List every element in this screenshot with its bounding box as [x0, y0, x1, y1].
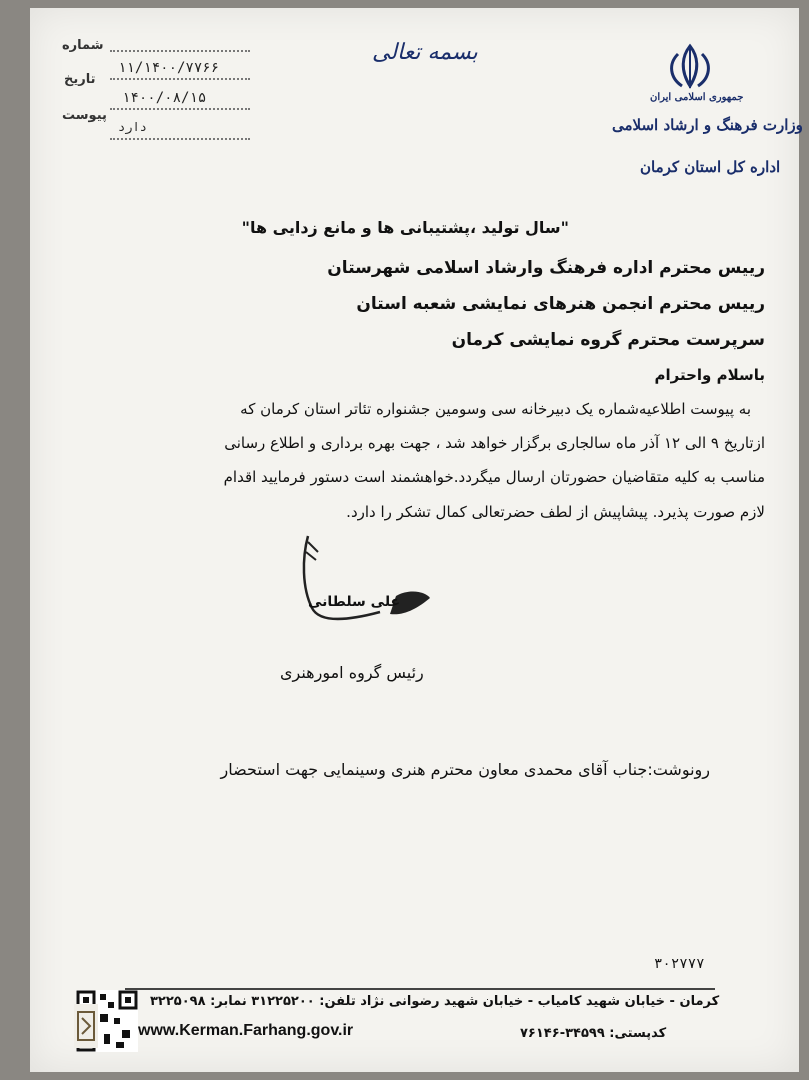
theater-logo-icon	[74, 1004, 98, 1048]
date-underline	[110, 108, 250, 110]
number-value: ۱۱/۱۴۰۰/۷۷۶۶	[118, 60, 220, 76]
signer-name: علی سلطانی	[308, 594, 401, 610]
signer-title: رئیس گروه امورهنری	[280, 663, 424, 682]
org-line-1: جمهوری اسلامی ایران	[650, 92, 744, 103]
attachment-value: دارد	[118, 120, 147, 134]
body-line-2: ازتاریخ ۹ الی ۱۲ آذر ماه سالجاری برگزار خواهد شد ، جهت بهره برداری و اطلاع رسانی	[224, 434, 765, 452]
number-dotted-line	[110, 50, 250, 52]
body-line-4: لازم صورت پذیرد. پیشاپیش از لطف حضرتعالی کمال تشکر را دارد.	[346, 503, 765, 521]
date-value: ۱۴۰۰/۰۸/۱۵	[122, 90, 207, 106]
number-underline	[110, 78, 250, 80]
handwritten-signature	[290, 528, 440, 648]
recipient-1: رییس محترم اداره فرهنگ وارشاد اسلامی شهرستان	[327, 258, 765, 278]
footer-rule	[125, 988, 715, 990]
carbon-copy: رونوشت:جناب آقای محمدی معاون محترم هنری وسینمایی جهت استحضار	[220, 760, 710, 779]
greeting: باسلام واحترام	[654, 366, 765, 384]
iran-emblem-icon	[660, 42, 720, 92]
org-line-3: اداره کل استان کرمان	[640, 158, 781, 176]
attachment-label: پیوست	[62, 108, 107, 123]
date-label: تاریخ	[64, 72, 96, 87]
basmala: بسمه تعالی	[372, 40, 478, 65]
recipient-3: سرپرست محترم گروه نمایشی کرمان	[451, 330, 765, 350]
attachment-underline	[110, 138, 250, 140]
recipient-2: رییس محترم انجمن هنرهای نمایشی شعبه استان	[356, 294, 765, 314]
number-label: شماره	[62, 38, 104, 53]
footer-postal: کدپستی: ۳۴۵۹۹-۷۶۱۴۶	[520, 1026, 667, 1041]
body-line-1: به پیوست اطلاعیه‌شماره یک دبیرخانه سی وسومین جشنواره تئاتر استان کرمان که	[240, 400, 751, 418]
slogan: "سال تولید ،پشتیبانی ها و مانع زدایی ها"	[241, 218, 569, 237]
registration-number: ۳۰۲۷۷۷	[654, 956, 705, 972]
org-line-2: وزارت فرهنگ و ارشاد اسلامی	[612, 116, 803, 134]
footer-address: کرمان - خیابان شهید کامیاب - خیابان شهید رضوانی نژاد تلفن: ۳۱۲۲۵۲۰۰ نمابر: ۳۲۲۵۰۹۸	[150, 994, 720, 1009]
website-url[interactable]: www.Kerman.Farhang.gov.ir	[138, 1022, 354, 1039]
body-line-3: مناسب به کلیه متقاضیان حضورتان ارسال میگردد.خواهشمند است دستور فرمایید اقدام	[223, 468, 765, 486]
